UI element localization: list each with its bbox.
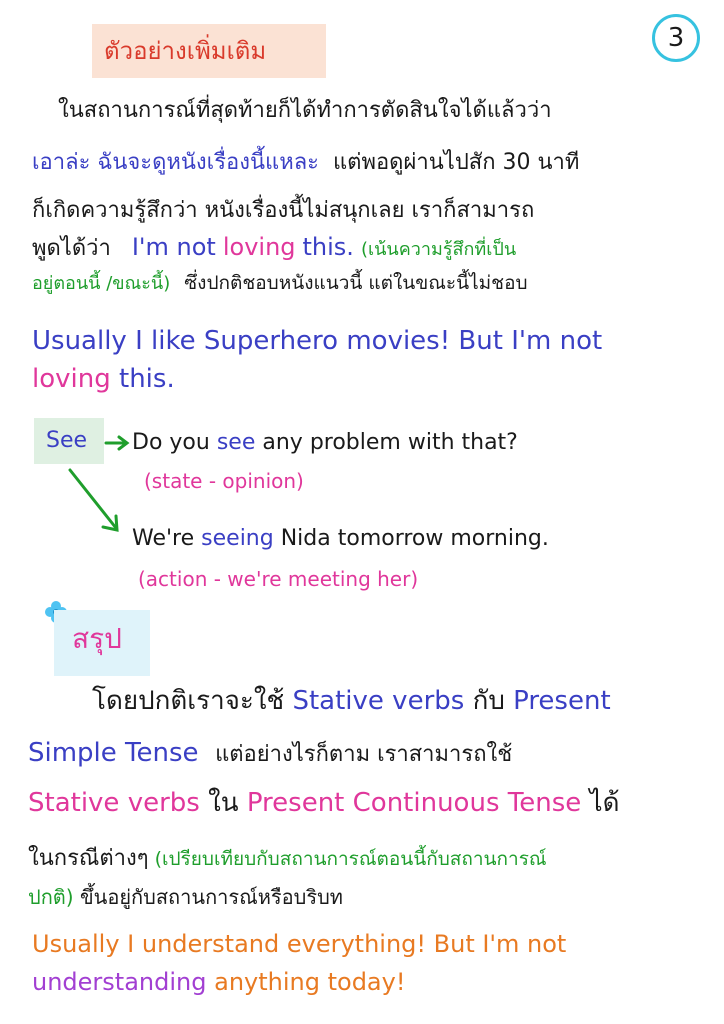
see-sentence1 <box>132 428 518 458</box>
see-sentence1-text: any problem with that? <box>262 430 518 455</box>
summary-line1 <box>92 684 611 718</box>
arrow-down-right-icon <box>70 470 117 530</box>
present-continuous-term: Present Continuous Tense <box>246 788 582 818</box>
see-word: see <box>216 430 256 455</box>
summary-line5 <box>28 882 343 912</box>
example2-line2 <box>32 966 405 998</box>
para1-text: พูดได้ว่า <box>32 236 111 261</box>
para1-note: อยู่ตอนนี้ /ขณะนี้) <box>32 273 171 294</box>
para1-quote: เอาล่ะ ฉันจะดูหนังเรื่องนี้แหละ <box>32 150 319 175</box>
see-note1-text: (state - opinion) <box>144 469 304 493</box>
example-im-not: I'm not <box>131 233 216 261</box>
example1-not: not <box>559 326 603 356</box>
para1-text: แต่พอดูผ่านไปสัก 30 นาที <box>333 150 580 175</box>
summary-heading: สรุป <box>72 622 122 655</box>
see-sentence2-text: Nida tomorrow morning. <box>280 526 549 551</box>
page-number-badge: 3 <box>652 14 700 62</box>
example1-but: But <box>458 326 503 356</box>
understanding-word: understanding <box>32 968 207 996</box>
summary-text: โดยปกติเราจะใช้ <box>92 686 285 716</box>
example1-loving: loving <box>32 364 111 394</box>
example2-text: Usually I understand everything! But I'm not <box>32 930 567 958</box>
summary-note: (เปรียบเทียบกับสถานการณ์ตอนนี้กับสถานการณ์ <box>154 848 547 870</box>
example1-this: this. <box>119 364 175 394</box>
summary-text: กับ <box>472 686 505 716</box>
summary-text: ขึ้นอยู่กับสถานการณ์หรือบริบท <box>79 885 343 909</box>
stative-verbs-term: Stative verbs <box>28 788 200 818</box>
seeing-word: seeing <box>201 526 274 551</box>
para1-text: ซึ่งปกติชอบหนังแนวนี้ แต่ในขณะนี้ไม่ชอบ <box>184 272 528 294</box>
para1-note: (เน้นความรู้สึกที่เป็น <box>360 239 517 260</box>
example-this: this. <box>302 233 354 261</box>
present-term: Present <box>513 686 611 716</box>
para1-text: ก็เกิดความรู้สึกว่า หนังเรื่องนี้ไม่สนุกเลย เราก็สามารถ <box>32 198 535 223</box>
summary-text: ใน <box>208 788 239 818</box>
example2-line1 <box>32 928 566 960</box>
summary-text: ในกรณีต่างๆ <box>28 846 149 871</box>
stative-verbs-term: Stative verbs <box>292 686 465 716</box>
summary-note: ปกติ) <box>28 885 74 909</box>
simple-tense-term: Simple Tense <box>28 738 199 768</box>
see-sentence1-text: Do you <box>132 430 210 455</box>
example-loving: loving <box>222 233 296 261</box>
summary-text: ได้ <box>589 788 620 818</box>
example1-im: I'm <box>511 326 552 356</box>
see-note2 <box>138 564 418 594</box>
see-sentence2-text: We're <box>132 526 195 551</box>
example2-text: anything today! <box>214 968 406 996</box>
see-note1 <box>144 466 304 496</box>
para1-text: ในสถานการณ์ที่สุดท้ายก็ได้ทำการตัดสินใจได้แล้วว่า <box>58 98 552 123</box>
example1-text: Usually I like Superhero movies! <box>32 326 451 356</box>
summary-line3 <box>28 786 619 820</box>
page-title: ตัวอย่างเพิ่มเติม <box>104 37 267 65</box>
arrow-right-icon <box>106 437 127 449</box>
summary-line2 <box>28 736 512 772</box>
see-sentence2 <box>132 524 549 554</box>
see-label: See <box>46 428 88 453</box>
summary-line4 <box>28 844 547 874</box>
see-note2-text: (action - we're meeting her) <box>138 567 419 591</box>
summary-text: แต่อย่างไรก็ตาม เราสามารถใช้ <box>215 742 513 767</box>
